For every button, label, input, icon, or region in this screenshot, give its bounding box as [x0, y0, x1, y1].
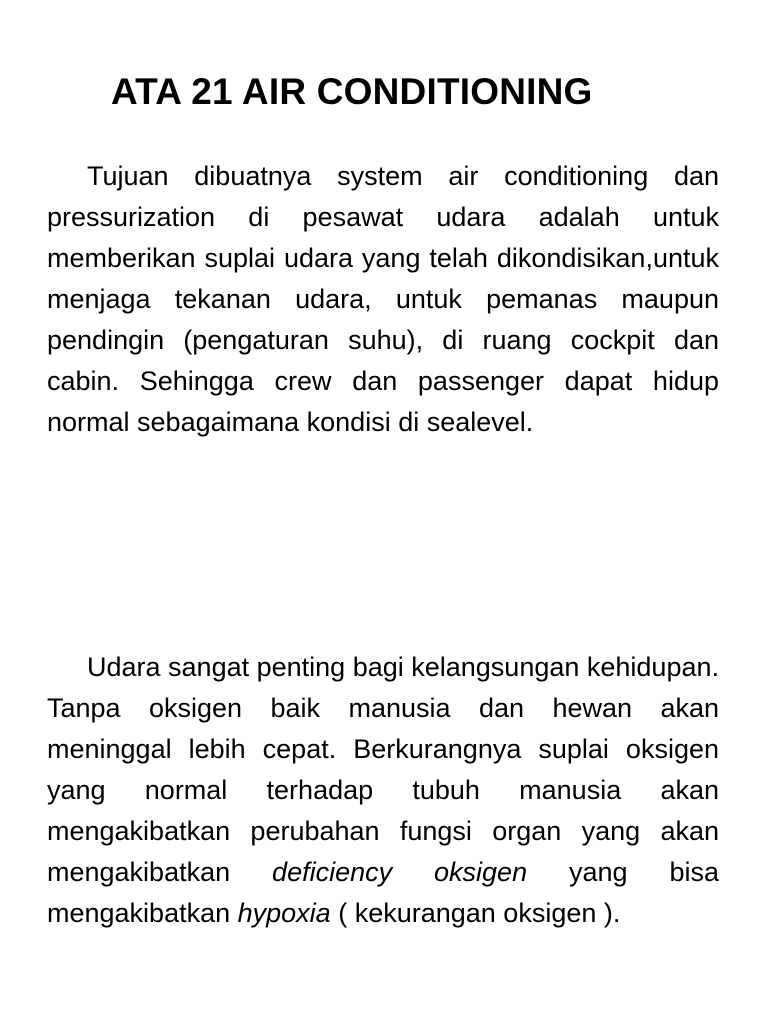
paragraph-oxygen [47, 647, 719, 934]
paragraph-purpose: Tujuan dibuatnya system air conditioning dan pressurization di pesawat udara adalah untuk memberikan suplai udara yang telah dikondisikan,untuk menjaga tekanan udara, untuk pemanas maupun pendingin (pengaturan suhu), di ruang cockpit dan cabin. Sehingga crew dan passenger dapat hidup normal sebagaimana kondisi di sealevel. [47, 161, 719, 437]
page-title: ATA 21 AIR CONDITIONING [111, 71, 593, 112]
term-hypoxia: hypoxia [237, 898, 331, 928]
paragraph-oxygen-text-1: Udara sangat penting bagi kelangsungan kehidupan. Tanpa oksigen baik manusia dan hewan akan meninggal lebih cepat. Berkurangnya suplai oksigen yang normal terhadap tubuh manusia akan mengakibatkan perubahan fungsi organ yang akan mengakibatkan [47, 652, 719, 887]
term-deficiency-oksigen: deficiency oksigen [272, 857, 528, 887]
paragraph-oxygen-text-2: yang bisa mengakibatkan [47, 857, 719, 928]
paragraph-oxygen-text-3: ( kekurangan oksigen ). [330, 898, 621, 928]
